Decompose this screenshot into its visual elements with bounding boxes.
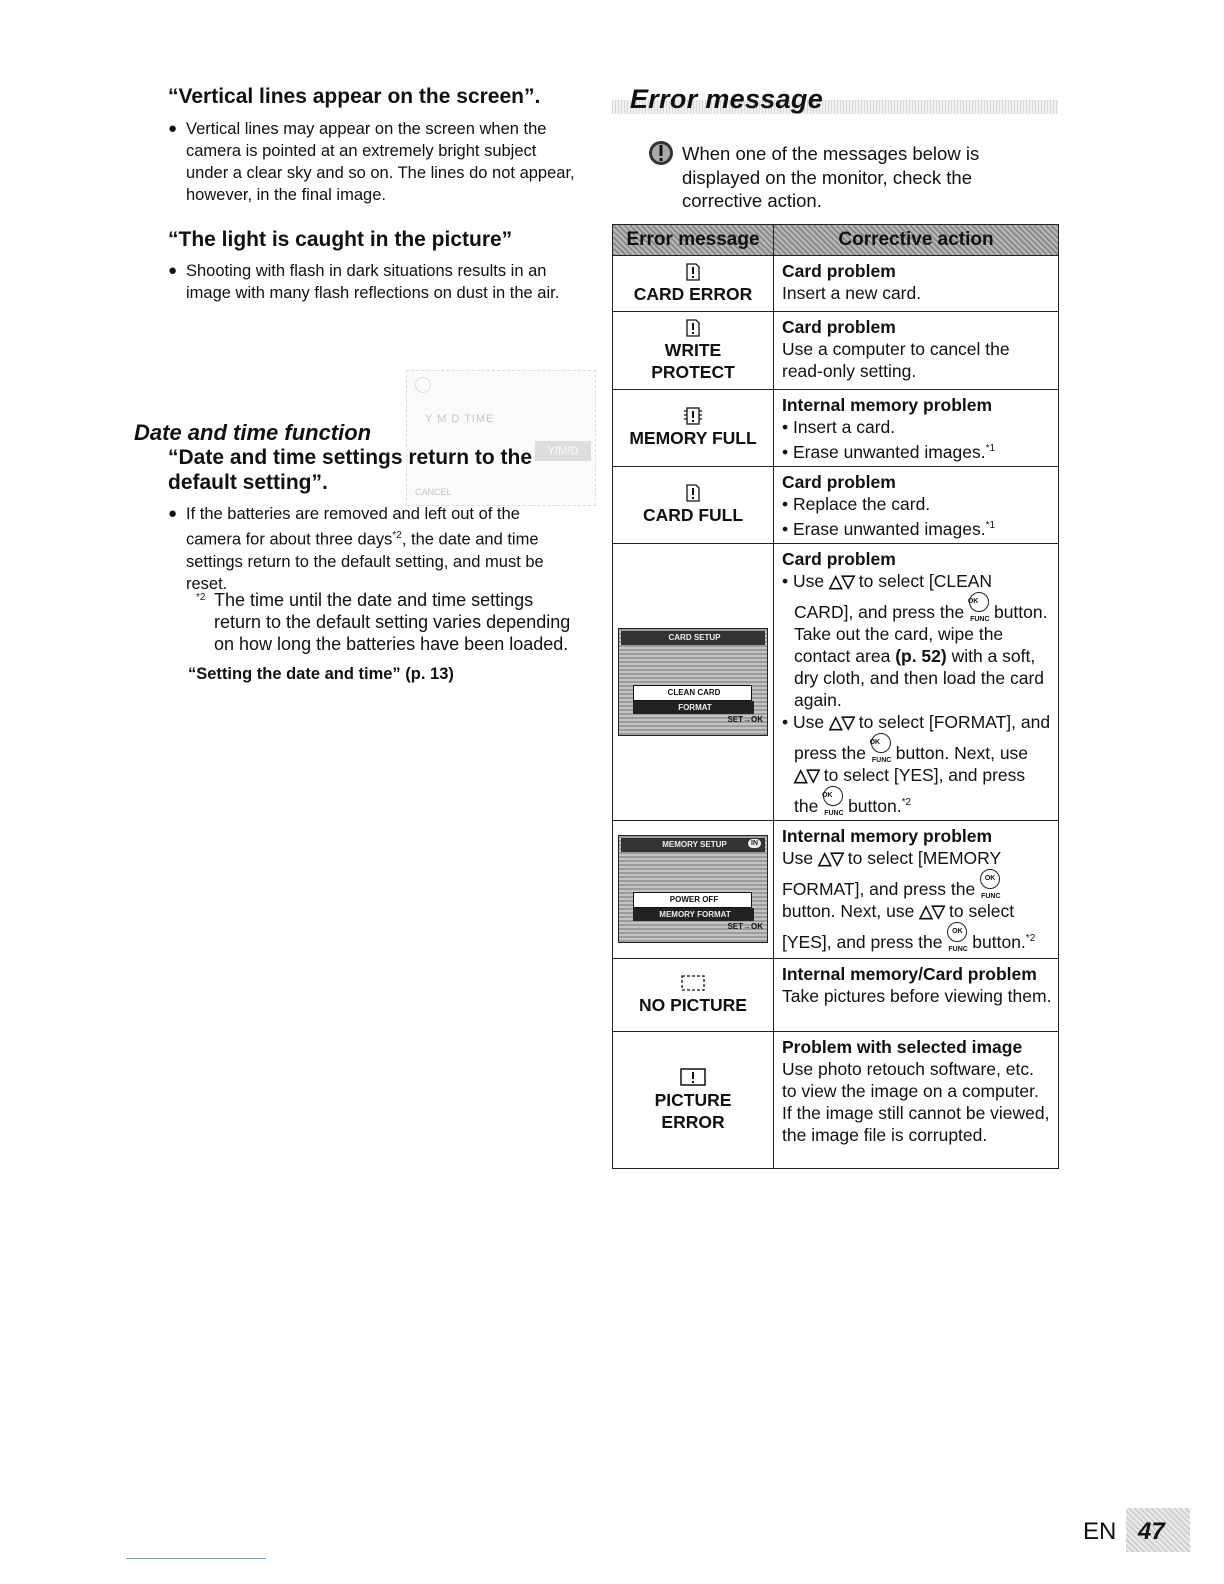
vertical-lines-bullet: ● Vertical lines may appear on the screen when the camera is pointed at an extremely bright subject under a clear sky and so on. The lines do not appear, however, in the final image. bbox=[168, 120, 575, 204]
action-title: Internal memory problem bbox=[782, 395, 993, 415]
table-row bbox=[613, 543, 1059, 820]
action-text: Take pictures before viewing them. bbox=[782, 985, 1052, 1006]
faded-format-box: Y/M/D bbox=[535, 441, 591, 461]
light-caught-bullet: ● Shooting with flash in dark situations results in an image with many flash reflections on dust in the air. bbox=[168, 262, 560, 302]
card-setup-screen bbox=[618, 628, 768, 736]
ok-func-button-icon: OK FUNC bbox=[823, 786, 843, 806]
error-msg-line1: PICTURE bbox=[654, 1089, 732, 1110]
page-number: 47 bbox=[1138, 1518, 1165, 1545]
picture-error-icon bbox=[679, 1067, 707, 1087]
action-text: Use a computer to cancel the read-only setting. bbox=[782, 339, 1010, 381]
table-row bbox=[613, 820, 1059, 958]
action-bullet: • Erase unwanted images.$^{*1}$ bbox=[782, 518, 996, 539]
col-error-message-header: Error message bbox=[613, 225, 774, 256]
vertical-lines-heading: “Vertical lines appear on the screen”. bbox=[168, 85, 541, 108]
lcd-option-item: MEMORY FORMAT bbox=[633, 908, 754, 921]
table-header-row bbox=[613, 225, 1059, 256]
date-time-section-title: Date and time function bbox=[134, 420, 372, 445]
lcd-set-ok: SET→OK bbox=[727, 922, 763, 932]
date-time-footnote: *2 The time until the date and time settings return to the default setting varies depending on how long the batteries have been loaded. bbox=[196, 590, 571, 654]
table-row bbox=[613, 958, 1059, 1031]
date-time-heading-2: default setting”. bbox=[168, 471, 328, 494]
lcd-selected-item: CLEAN CARD bbox=[633, 685, 752, 701]
action-title: Card problem bbox=[782, 548, 896, 569]
language-label: EN bbox=[1083, 1518, 1117, 1545]
date-time-heading-1: “Date and time settings return to the bbox=[168, 446, 533, 469]
table-row bbox=[613, 256, 1059, 312]
memory-warning-icon bbox=[683, 407, 703, 425]
card-warning-icon bbox=[686, 319, 700, 337]
action-bullet: • Replace the card. bbox=[782, 493, 931, 514]
table-row bbox=[613, 1031, 1059, 1168]
light-caught-heading: “The light is caught in the picture” bbox=[168, 228, 513, 251]
action-bullet: • Insert a card. bbox=[782, 417, 896, 437]
page-number-box bbox=[1126, 1508, 1190, 1552]
table-row bbox=[613, 390, 1059, 467]
action-title: Internal memory problem bbox=[782, 825, 993, 846]
lcd-in-badge: IN bbox=[748, 839, 761, 848]
up-down-arrows-icon: △▽ bbox=[818, 847, 843, 868]
action-text: Use photo retouch software, etc. to view the image on a computer. If the image still cannot be viewed, the image file is corrupted. bbox=[782, 1058, 1050, 1145]
error-msg: CARD FULL bbox=[642, 504, 744, 525]
up-down-arrows-icon: △▽ bbox=[829, 711, 854, 732]
action-title: Internal memory/Card problem bbox=[782, 963, 1037, 984]
ok-func-button-icon: OK FUNC bbox=[980, 869, 1000, 889]
faded-cancel-label: CANCEL bbox=[415, 487, 452, 497]
table-row bbox=[613, 312, 1059, 390]
date-time-reference: “Setting the date and time” (p. 13) bbox=[188, 665, 454, 683]
error-intro: When one of the messages below is displayed on the monitor, check the corrective action. bbox=[682, 143, 980, 211]
error-msg: NO PICTURE bbox=[639, 994, 747, 1015]
no-picture-icon bbox=[680, 974, 706, 992]
up-down-arrows-icon: △▽ bbox=[794, 764, 819, 785]
error-message-title: Error message bbox=[630, 84, 824, 114]
lcd-option-item: FORMAT bbox=[633, 701, 754, 714]
caution-icon bbox=[648, 140, 674, 171]
card-warning-icon bbox=[686, 263, 700, 281]
ok-func-button-icon: OK FUNC bbox=[947, 922, 967, 942]
error-msg-line2: ERROR bbox=[661, 1111, 725, 1132]
up-down-arrows-icon: △▽ bbox=[829, 570, 854, 591]
faded-date-screen bbox=[406, 370, 596, 506]
card-warning-icon bbox=[686, 484, 700, 502]
up-down-arrows-icon: △▽ bbox=[919, 900, 945, 921]
action-text: Insert a new card. bbox=[782, 283, 922, 303]
memory-setup-screen bbox=[618, 835, 768, 943]
action-bullet: • Erase unwanted images.$^{*1}$ bbox=[782, 441, 996, 462]
action-title: Card problem bbox=[782, 471, 896, 492]
action-text: Use △▽ to select [MEMORY FORMAT], and press the OK FUNC button. Next, use △▽ to select [YES], and press the OK FUNC button.$^{*2}$ bbox=[782, 847, 1036, 953]
table-row bbox=[613, 466, 1059, 543]
faded-ymd-label: Y M D TIME bbox=[425, 413, 495, 425]
col-corrective-action-header: Corrective action bbox=[774, 225, 1059, 256]
action-bullet: • Use △▽ to select [CLEAN CARD], and press the OK FUNC button. Take out the card, wipe the contact area (p. 52) with a soft, dry cloth, and then load the card again. bbox=[782, 570, 1048, 710]
error-msg-line2: PROTECT bbox=[651, 361, 735, 382]
lcd-header: CARD SETUP bbox=[621, 631, 765, 645]
error-msg: MEMORY FULL bbox=[629, 427, 757, 448]
lcd-header: MEMORY SETUP bbox=[621, 838, 765, 852]
action-bullet: • Use △▽ to select [FORMAT], and press the OK FUNC button. Next, use △▽ to select [YES], and press the OK FUNC button.$^{*2}$ bbox=[782, 711, 1051, 817]
action-title: Card problem bbox=[782, 317, 896, 337]
lcd-set-ok: SET→OK bbox=[727, 714, 763, 724]
faded-clock-icon bbox=[415, 377, 431, 393]
error-msg: CARD ERROR bbox=[633, 283, 753, 304]
date-time-bullet: ● If the batteries are removed and left out of the camera for about three days$^{*2}$, the date and time settings return to the default setting, and must be reset. bbox=[168, 505, 544, 593]
action-title: Card problem bbox=[782, 261, 896, 281]
error-msg-line1: WRITE bbox=[664, 339, 722, 360]
ok-func-button-icon: OK FUNC bbox=[969, 592, 989, 612]
error-table bbox=[612, 224, 1059, 1169]
ok-func-button-icon: OK FUNC bbox=[871, 733, 891, 753]
lcd-selected-item: POWER OFF bbox=[633, 892, 752, 908]
action-title: Problem with selected image bbox=[782, 1036, 1023, 1057]
footer-rule bbox=[126, 1558, 266, 1559]
